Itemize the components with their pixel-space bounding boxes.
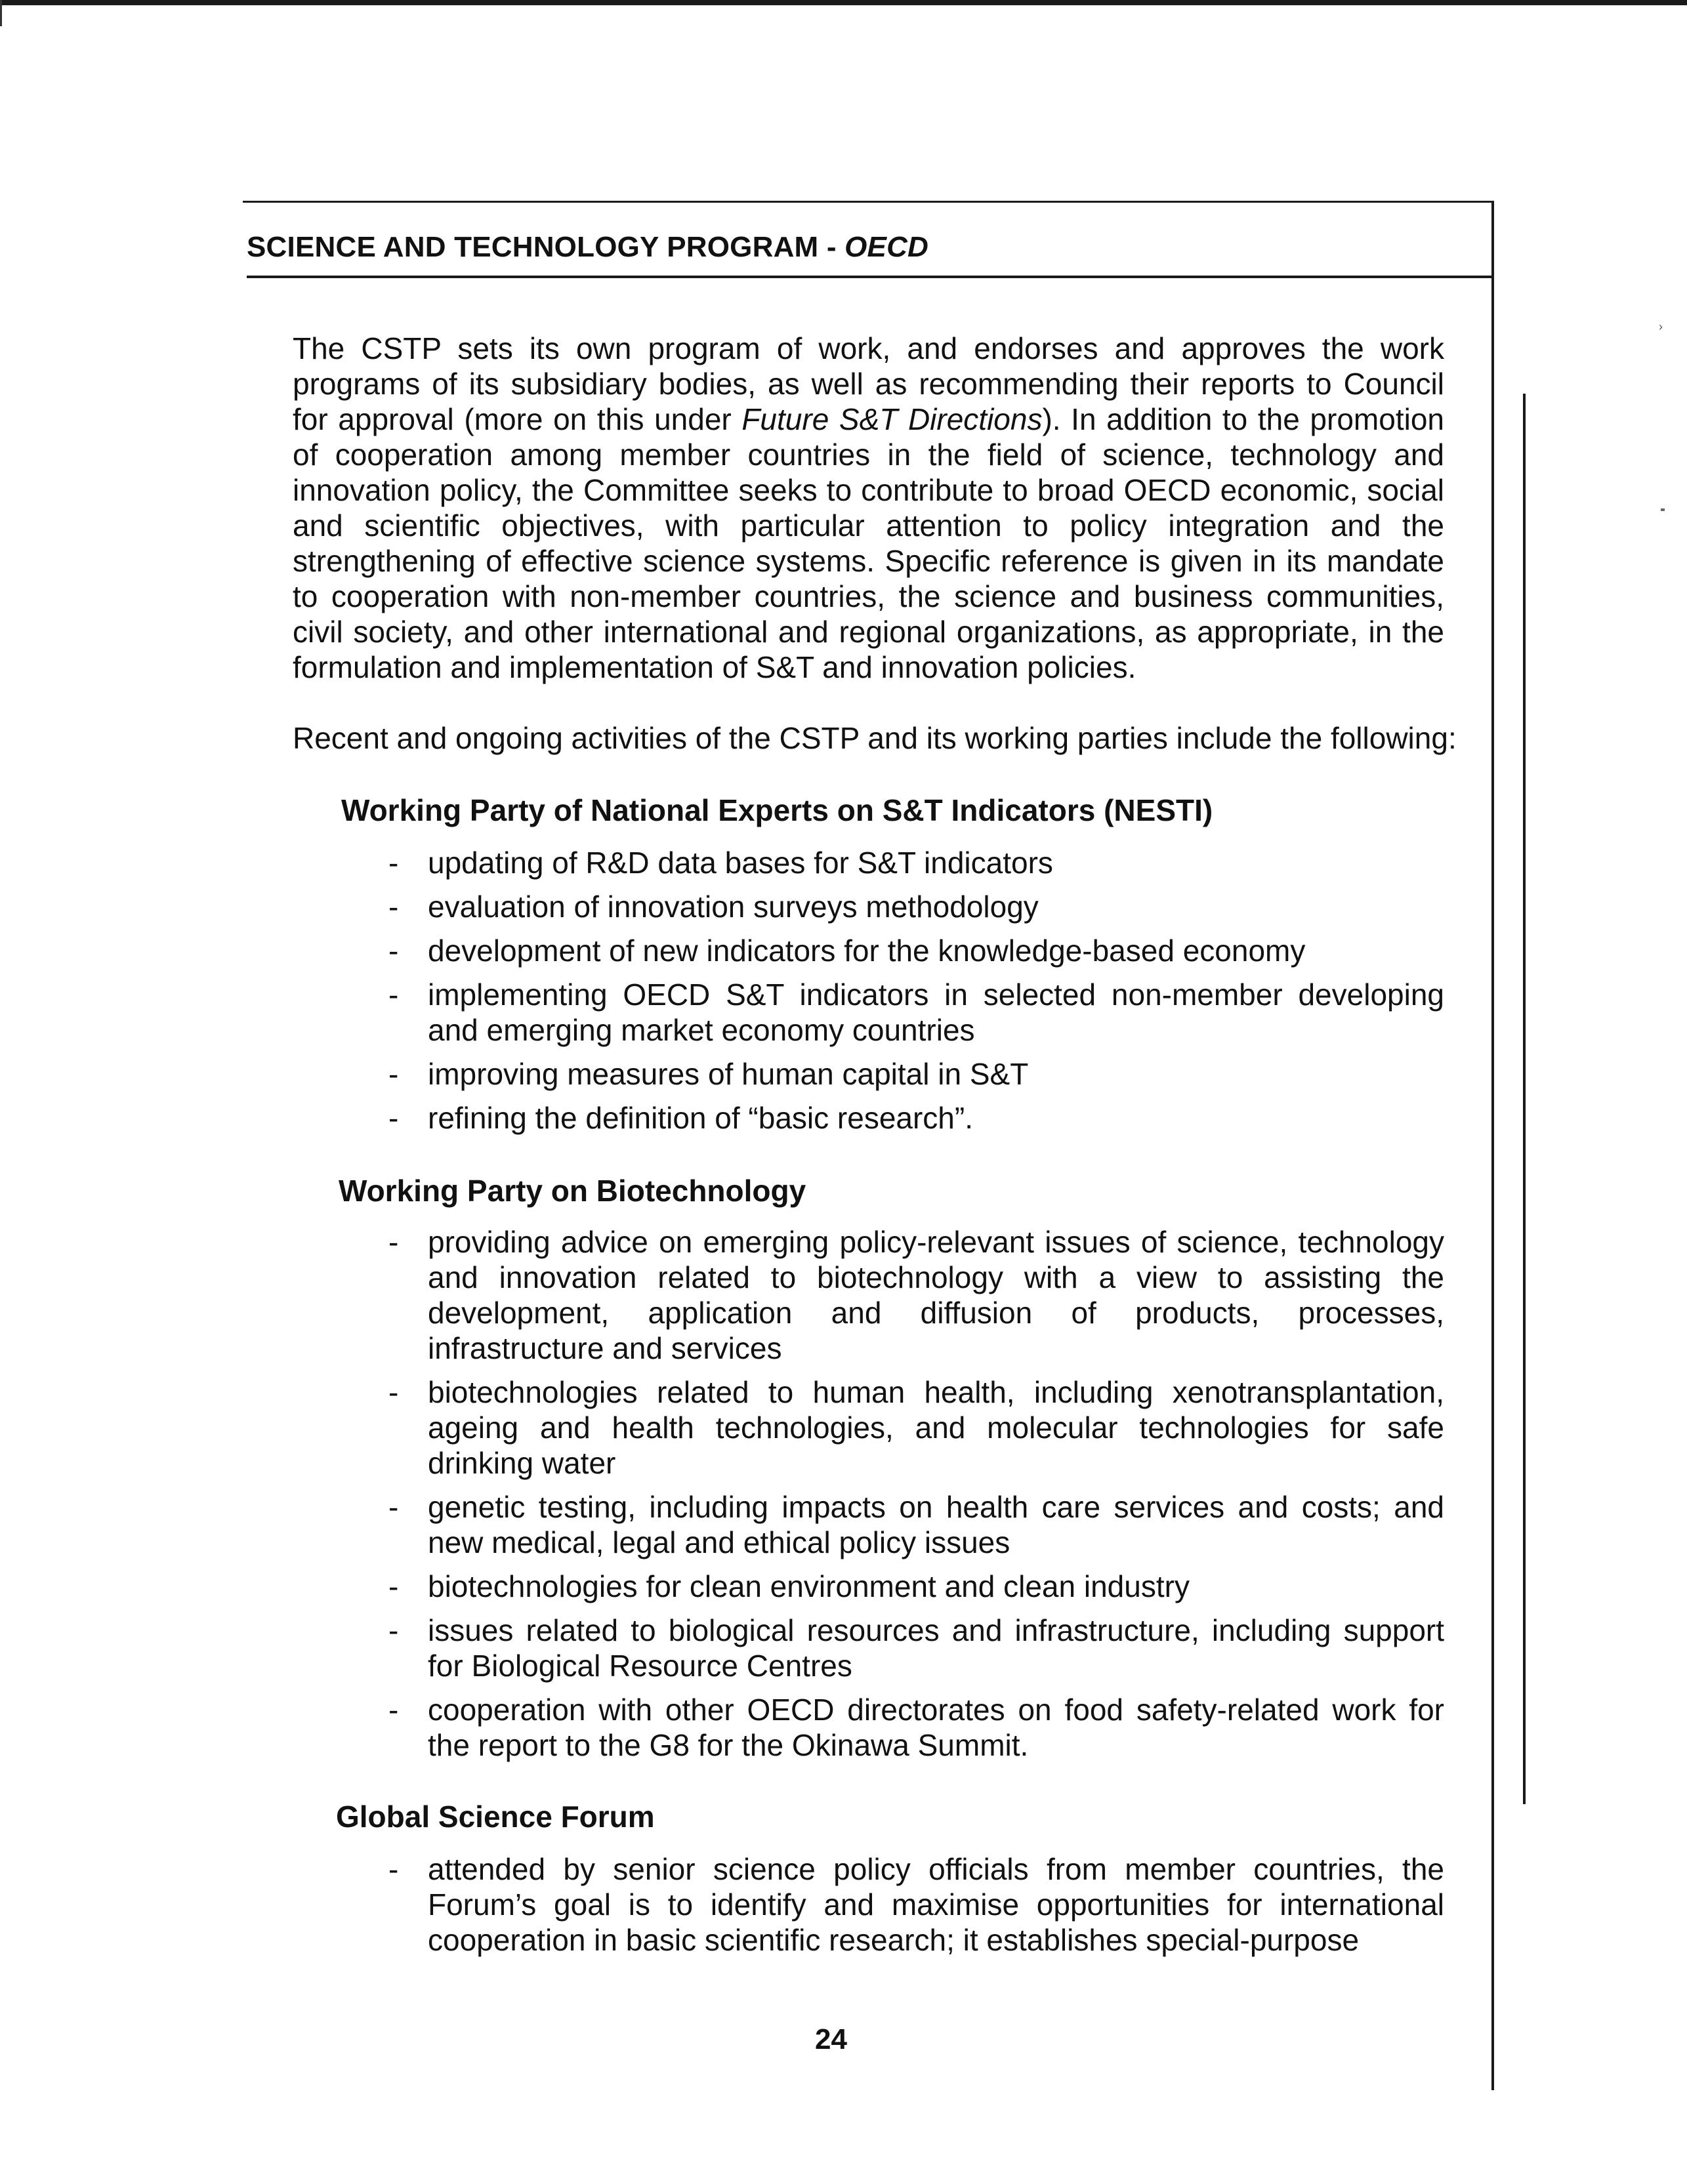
biotechnology-list	[379, 1224, 1444, 1771]
list-item: - biotechnologies related to human health, including xenotransplantation, ageing and health technologies, and molecular technologies for safe drinking water	[379, 1374, 1444, 1481]
list-item: - development of new indicators for the knowledge-based economy	[379, 933, 1444, 968]
list-item: - refining the definition of “basic research”.	[379, 1100, 1444, 1136]
nesti-list	[379, 845, 1444, 1144]
page-header	[247, 231, 928, 264]
intro-text-a: The CSTP sets its own program of work, and endorses and approves the work programs of its subsidiary bodies, as well as recommending their reports to Council for approval (more on this under	[293, 331, 1444, 436]
intro-text-b: ). In addition to the promotion of cooperation among member countries in the field of science, technology and innovation policy, the Committee seeks to contribute to broad OECD economic, social and scientific objectives, with particular attention to policy integration and the strengthening of effective science systems. Specific reference is given in its mandate to cooperation with non-member countries, the science and business communities, civil society, and other international and regional organizations, as appropriate, in the formulation and implementation of S&T and innovation policies.	[293, 402, 1444, 684]
margin-change-bar	[1523, 394, 1526, 1804]
list-item: - improving measures of human capital in S&T	[379, 1056, 1444, 1092]
frame-top-rule	[243, 201, 1493, 203]
scan-speck: ›	[1659, 320, 1663, 333]
page-left-edge-mark	[0, 0, 2, 26]
frame-right-rule	[1491, 201, 1494, 2090]
activities-intro: Recent and ongoing activities of the CSTP and its working parties include the following:	[293, 721, 1457, 755]
list-item: - genetic testing, including impacts on health care services and costs; and new medical, legal and ethical policy issues	[379, 1489, 1444, 1560]
page-top-edge	[0, 0, 1687, 5]
list-item: - attended by senior science policy officials from member countries, the Forum’s goal is to identify and maximise opportunities for international cooperation in basic scientific research; it establishes special-purpose	[379, 1851, 1444, 1958]
intro-paragraph	[293, 331, 1444, 685]
list-item: - cooperation with other OECD directorates on food safety-related work for the report to the G8 for the Okinawa Summit.	[379, 1692, 1444, 1763]
header-underline-rule	[247, 276, 1491, 278]
intro-text-italic: Future S&T Directions	[741, 402, 1043, 436]
header-title: SCIENCE AND TECHNOLOGY PROGRAM -	[247, 231, 845, 263]
list-item: - implementing OECD S&T indicators in selected non-member developing and emerging market economy countries	[379, 977, 1444, 1048]
list-item: - evaluation of innovation surveys methodology	[379, 889, 1444, 924]
list-item: - issues related to biological resources and infrastructure, including support for Biological Resource Centres	[379, 1613, 1444, 1683]
list-item: - updating of R&D data bases for S&T indicators	[379, 845, 1444, 880]
list-item: - biotechnologies for clean environment and clean industry	[379, 1569, 1444, 1604]
page-number: 24	[815, 2023, 847, 2055]
section-title-nesti: Working Party of National Experts on S&T Indicators (NESTI)	[341, 793, 1213, 827]
list-item: - providing advice on emerging policy-relevant issues of science, technology and innovation related to biotechnology with a view to assisting the development, application and diffusion of products, processes, infrastructure and services	[379, 1224, 1444, 1366]
section-title-biotechnology: Working Party on Biotechnology	[339, 1174, 806, 1208]
global-science-forum-list	[379, 1851, 1444, 1966]
header-org: OECD	[844, 231, 929, 263]
section-title-global-science-forum: Global Science Forum	[336, 1800, 655, 1834]
scan-speck	[1661, 508, 1665, 511]
